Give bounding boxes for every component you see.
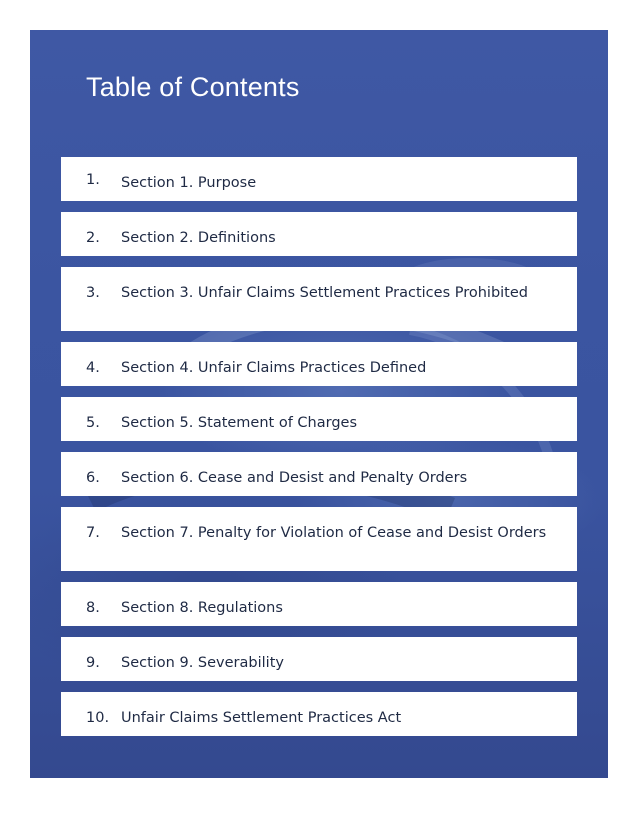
toc-entry-label: Section 7. Penalty for Violation of Cease and Desist Orders bbox=[121, 525, 547, 541]
toc-entry-7[interactable] bbox=[61, 507, 577, 571]
toc-entry-number: 1. bbox=[86, 172, 100, 188]
toc-entry-label: Section 4. Unfair Claims Practices Defined bbox=[121, 360, 427, 376]
toc-entry-label: Section 3. Unfair Claims Settlement Practices Prohibited bbox=[121, 285, 528, 301]
toc-entry-number: 10. bbox=[86, 710, 110, 726]
toc-entry-number: 2. bbox=[86, 230, 100, 246]
toc-entry-number: 6. bbox=[86, 470, 100, 486]
toc-entry-number: 5. bbox=[86, 415, 100, 431]
toc-list bbox=[61, 157, 577, 747]
toc-entry-6[interactable] bbox=[61, 452, 577, 496]
toc-entry-5[interactable] bbox=[61, 397, 577, 441]
toc-entry-9[interactable] bbox=[61, 637, 577, 681]
toc-entry-number: 3. bbox=[86, 285, 100, 301]
toc-entry-label: Section 6. Cease and Desist and Penalty Orders bbox=[121, 470, 468, 486]
page-title: Table of Contents bbox=[86, 72, 300, 102]
toc-entry-number: 8. bbox=[86, 600, 100, 616]
toc-entry-2[interactable] bbox=[61, 212, 577, 256]
toc-entry-8[interactable] bbox=[61, 582, 577, 626]
toc-entry-10[interactable] bbox=[61, 692, 577, 736]
toc-entry-number: 9. bbox=[86, 655, 100, 671]
toc-entry-1[interactable] bbox=[61, 157, 577, 201]
toc-panel bbox=[30, 30, 608, 778]
toc-entry-number: 4. bbox=[86, 360, 100, 376]
toc-entry-number: 7. bbox=[86, 525, 100, 541]
toc-entry-label: Section 8. Regulations bbox=[121, 600, 283, 616]
toc-entry-label: Unfair Claims Settlement Practices Act bbox=[121, 710, 402, 726]
toc-entry-3[interactable] bbox=[61, 267, 577, 331]
toc-entry-4[interactable] bbox=[61, 342, 577, 386]
toc-entry-label: Section 5. Statement of Charges bbox=[121, 415, 358, 431]
toc-entry-label: Section 2. Definitions bbox=[121, 230, 276, 246]
toc-entry-label: Section 9. Severability bbox=[121, 655, 284, 671]
toc-entry-label: Section 1. Purpose bbox=[121, 175, 257, 191]
